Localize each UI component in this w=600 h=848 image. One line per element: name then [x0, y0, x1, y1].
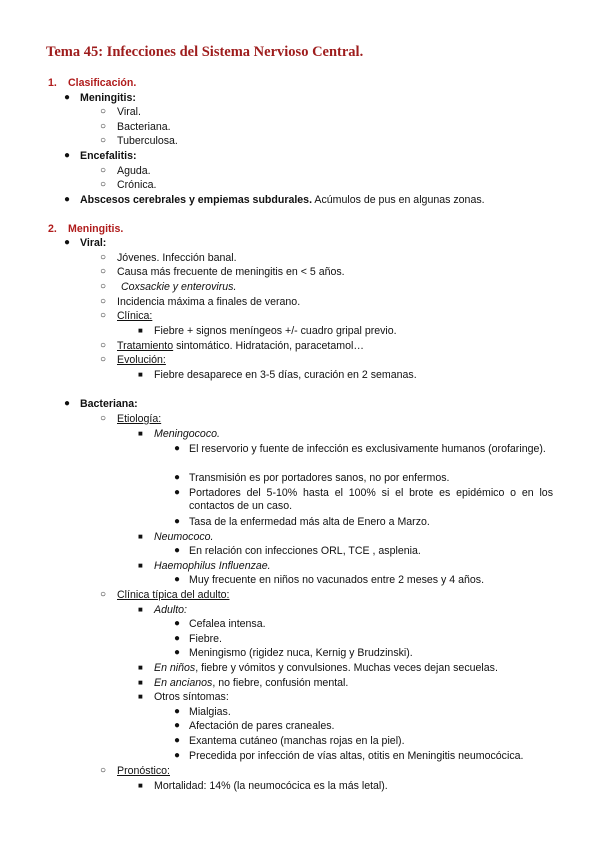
bullet-dot-icon: ●: [64, 237, 71, 248]
list-item: Fiebre + signos meníngeos +/- cuadro gripal previo.: [154, 325, 397, 337]
otros-label: Otros síntomas:: [154, 691, 229, 703]
ninos-item: [154, 662, 498, 675]
list-item: Crónica.: [117, 179, 157, 191]
bullet-circle-icon: ○: [100, 106, 107, 117]
bullet-circle-icon: ○: [100, 310, 107, 321]
bullet-square-icon: ■: [138, 678, 143, 687]
bullet-dot-icon: ●: [64, 194, 71, 205]
tratamiento-item: [117, 340, 364, 353]
bullet-dot-icon: ●: [174, 516, 181, 527]
encefalitis-label: Encefalitis:: [80, 150, 137, 162]
list-item: Meningismo (rigidez nuca, Kernig y Brudzinski).: [189, 647, 413, 659]
bullet-dot-icon: ●: [174, 545, 181, 556]
list-item: Incidencia máxima a finales de verano.: [117, 296, 301, 308]
bullet-dot-icon: ●: [174, 443, 181, 454]
bullet-circle-icon: ○: [100, 340, 107, 351]
document-title: Tema 45: Infecciones del Sistema Nervioso Central.: [46, 44, 364, 60]
section-2-heading: [48, 223, 123, 236]
bullet-dot-icon: ●: [174, 706, 181, 717]
bullet-circle-icon: ○: [100, 179, 107, 190]
meningococo-label: Meningococo.: [154, 428, 220, 440]
list-item: Viral.: [117, 106, 141, 118]
list-item: Coxsackie y enterovirus.: [121, 281, 237, 293]
list-item: Portadores del 5-10% hasta el 100% si el brote es epidémico o en los contactos de un caso.: [189, 487, 553, 512]
bullet-circle-icon: ○: [100, 121, 107, 132]
section-2-title: Meningitis.: [68, 223, 124, 235]
list-item: Fiebre.: [189, 633, 222, 645]
bullet-circle-icon: ○: [100, 252, 107, 263]
bullet-circle-icon: ○: [100, 296, 107, 307]
bacteriana-label: Bacteriana:: [80, 398, 138, 410]
section-1-heading: [48, 77, 136, 90]
bullet-square-icon: ■: [138, 781, 143, 790]
meningitis-label: Meningitis:: [80, 92, 136, 104]
list-item: Exantema cutáneo (manchas rojas en la piel).: [189, 735, 405, 747]
bullet-circle-icon: ○: [100, 354, 107, 365]
bullet-square-icon: ■: [138, 692, 143, 701]
ancianos-label: En ancianos: [154, 677, 213, 689]
list-item: El reservorio y fuente de infección es exclusivamente humanos (orofaringe).: [189, 443, 546, 455]
bullet-dot-icon: ●: [174, 574, 181, 585]
section-1-number: 1.: [48, 77, 57, 89]
list-item: Tuberculosa.: [117, 135, 178, 147]
bullet-square-icon: ■: [138, 561, 143, 570]
bullet-dot-icon: ●: [174, 487, 181, 498]
section-1-title: Clasificación.: [68, 77, 137, 89]
list-item: Muy frecuente en niños no vacunados entre 2 meses y 4 años.: [189, 574, 485, 586]
bullet-dot-icon: ●: [174, 618, 181, 629]
viral-clinica-label: Clínica:: [117, 310, 153, 322]
bullet-dot-icon: ●: [64, 92, 71, 103]
pronostico-label: Pronóstico:: [117, 765, 170, 777]
etiologia-label: Etiología:: [117, 413, 162, 425]
list-item: En relación con infecciones ORL, TCE , asplenia.: [189, 545, 421, 557]
neumococo-label: Neumococo.: [154, 531, 214, 543]
tratamiento-label: Tratamiento: [117, 340, 174, 352]
abscesos-text: Acúmulos de pus en algunas zonas.: [312, 194, 485, 206]
bullet-square-icon: ■: [138, 663, 143, 672]
haemophilus-label: Haemophilus Influenzae.: [154, 560, 271, 572]
list-item: Cefalea intensa.: [189, 618, 266, 630]
bullet-square-icon: ■: [138, 326, 143, 335]
bullet-dot-icon: ●: [64, 150, 71, 161]
evolucion-label: Evolución:: [117, 354, 166, 366]
bullet-circle-icon: ○: [100, 281, 107, 292]
adulto-label: Adulto:: [154, 604, 187, 616]
bullet-dot-icon: ●: [174, 633, 181, 644]
list-item: Mialgias.: [189, 706, 231, 718]
bullet-circle-icon: ○: [100, 413, 107, 424]
ninos-label: En niños: [154, 662, 196, 674]
abscesos-item: [80, 194, 485, 207]
bullet-dot-icon: ●: [174, 647, 181, 658]
list-item: Transmisión es por portadores sanos, no por enfermos.: [189, 472, 450, 484]
bullet-square-icon: ■: [138, 429, 143, 438]
list-item: Afectación de pares craneales.: [189, 720, 335, 732]
ancianos-item: [154, 677, 348, 690]
bullet-dot-icon: ●: [174, 750, 181, 761]
tratamiento-text: sintomático. Hidratación, paracetamol…: [173, 340, 364, 352]
bullet-square-icon: ■: [138, 605, 143, 614]
list-item: Bacteriana.: [117, 121, 171, 133]
list-item: Mortalidad: 14% (la neumocócica es la más letal).: [154, 780, 388, 792]
bullet-square-icon: ■: [138, 370, 143, 379]
list-item: Tasa de la enfermedad más alta de Enero a Marzo.: [189, 516, 430, 528]
viral-label: Viral:: [80, 237, 107, 249]
bullet-dot-icon: ●: [174, 720, 181, 731]
section-2-number: 2.: [48, 223, 57, 235]
list-item: Precedida por infección de vías altas, otitis en Meningitis neumocócica.: [189, 750, 524, 762]
bullet-circle-icon: ○: [100, 266, 107, 277]
clinica-adulto-label: Clínica típica del adulto:: [117, 589, 230, 601]
bullet-square-icon: ■: [138, 532, 143, 541]
ancianos-text: , no fiebre, confusión mental.: [212, 677, 349, 689]
list-item: Jóvenes. Infección banal.: [117, 252, 237, 264]
bullet-dot-icon: ●: [64, 398, 71, 409]
list-item: Causa más frecuente de meningitis en < 5 años.: [117, 266, 345, 278]
list-item: Aguda.: [117, 165, 151, 177]
bullet-circle-icon: ○: [100, 765, 107, 776]
bullet-dot-icon: ●: [174, 735, 181, 746]
ninos-text: , fiebre y vómitos y convulsiones. Muchas veces dejan secuelas.: [195, 662, 498, 674]
bullet-circle-icon: ○: [100, 589, 107, 600]
bullet-circle-icon: ○: [100, 135, 107, 146]
bullet-circle-icon: ○: [100, 165, 107, 176]
bullet-dot-icon: ●: [174, 472, 181, 483]
abscesos-label: Abscesos cerebrales y empiemas subdurales.: [80, 194, 313, 206]
list-item: Fiebre desaparece en 3-5 días, curación en 2 semanas.: [154, 369, 417, 381]
